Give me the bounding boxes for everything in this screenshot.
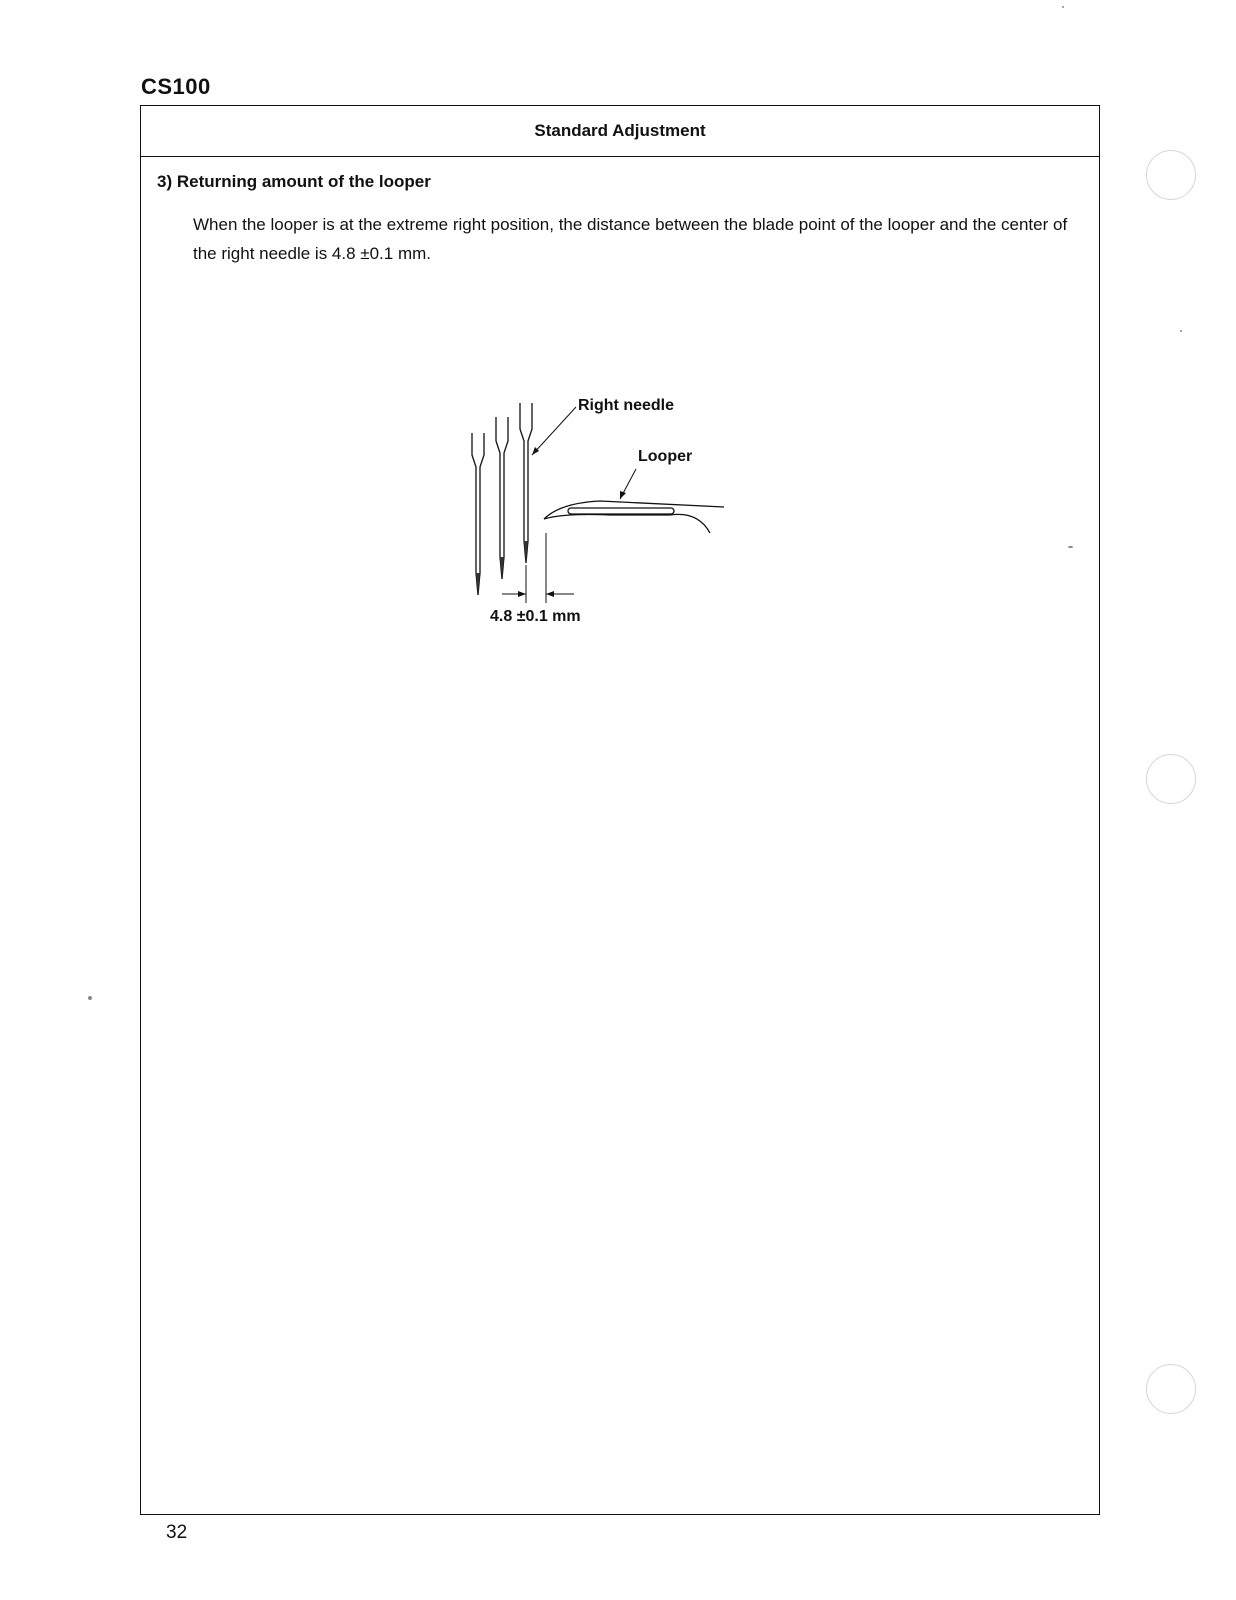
scan-speck [1180,330,1182,332]
punch-hole [1146,150,1196,200]
model-name: CS100 [141,74,211,99]
label-right-needle: Right needle [578,397,675,414]
needle-looper-diagram [440,395,740,635]
table-header [141,106,1099,157]
label-dimension: 4.8 ±0.1 mm [490,608,581,625]
punch-hole [1146,754,1196,804]
section-title: 3) Returning amount of the looper [157,172,431,191]
scan-speck [1068,546,1073,548]
label-looper: Looper [638,448,693,465]
table-header-text: Standard Adjustment [534,121,706,140]
adjustment-table [140,105,1100,1515]
scan-speck [1062,6,1064,8]
body-text: When the looper is at the extreme right position, the distance between the blade point of the looper and the center of the right needle is 4.8 ±0.1 mm. [193,215,1068,263]
scan-speck [88,996,92,1000]
page-number: 32 [166,1522,188,1543]
punch-hole [1146,1364,1196,1414]
diagram-drawing [440,395,740,635]
